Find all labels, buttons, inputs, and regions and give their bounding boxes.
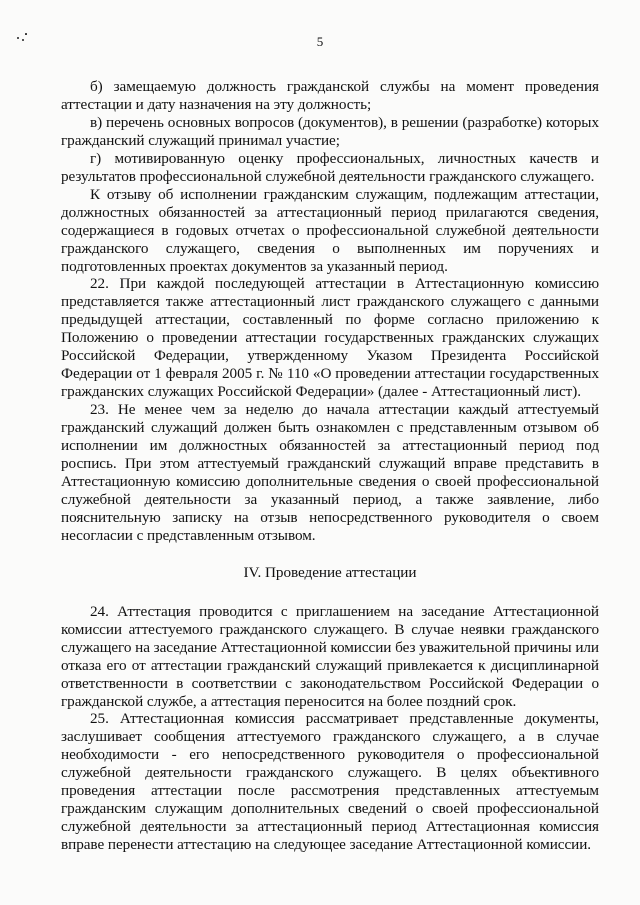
paragraph-item-b: б) замещаемую должность гражданской службы на момент проведения аттестации и дату назначения на эту должность; bbox=[61, 78, 599, 113]
paragraph-24: 24. Аттестация проводится с приглашением на заседание Аттестационной комиссии аттестуемого гражданского служащего. В случае неявки гражданского служащего на заседание Аттестационной комиссии без уважительной причины или отказа его от аттестации гражданский служащий привлекается к дисциплинарной ответственности в соответствии с законодательством Российской Федерации о гражданской службе, а аттестация переносится на более поздний срок. bbox=[61, 602, 600, 710]
paragraph-23: 23. Не менее чем за неделю до начала аттестации каждый аттестуемый гражданский служащий должен быть ознакомлен с представленным отзывом об исполнении им должностных обязанностей за аттестационный период под роспись. При этом аттестуемый гражданский служащий вправе представить в Аттестационную комиссию дополнительные сведения о своей профессиональной служебной деятельности за указанный период, а также заявление, либо пояснительную записку на отзыв непосредственного руководителя о своем несогласии с представленным отзывом. bbox=[61, 401, 599, 544]
section-heading: IV. Проведение аттестации bbox=[243, 563, 417, 581]
paragraph-item-v: в) перечень основных вопросов (документов), в решении (разработке) которых гражданский служащий принимал участие; bbox=[61, 113, 599, 149]
paragraph-item-g: г) мотивированную оценку профессиональных, личностных качеств и результатов профессиональной служебной деятельности гражданского служащего. bbox=[61, 149, 599, 185]
paragraph-review-attachments: К отзыву об исполнении гражданским служащим, подлежащим аттестации, должностных обязанностей за аттестационный период прилагаются сведения, содержащиеся в годовых отчетах о профессиональной служебной деятельности гражданского служащего, сведения о выполненных им поручениях и подготовленных проектах документов за указанный период. bbox=[61, 185, 599, 275]
page-number: 5 bbox=[316, 34, 324, 49]
paragraph-22: 22. При каждой последующей аттестации в Аттестационную комиссию представляется также аттестационный лист гражданского служащего с данными предыдущей аттестации, составленный по форме согласно приложению к Положению о проведении аттестации государственных гражданских служащих Российской Федерации, утвержденному Указом Президента Российской Федерации от 1 февраля 2005 г. № 110 «О проведении аттестации государственных гражданских служащих Российской Федерации» (далее - Аттестационный лист). bbox=[61, 275, 599, 401]
paragraph-25: 25. Аттестационная комиссия рассматривает представленные документы, заслушивает сообщения аттестуемого гражданского служащего, а в случае необходимости - его непосредственного руководителя о профессиональной служебной деятельности гражданского служащего. В целях объективного проведения аттестации после рассмотрения представленных аттестуемым гражданским служащим дополнительных сведений о своей профессиональной служебной деятельности за аттестационный период Аттестационная комиссия вправе перенести аттестацию на следующее заседание Аттестационной комиссии. bbox=[61, 710, 599, 854]
document-body bbox=[61, 78, 599, 854]
